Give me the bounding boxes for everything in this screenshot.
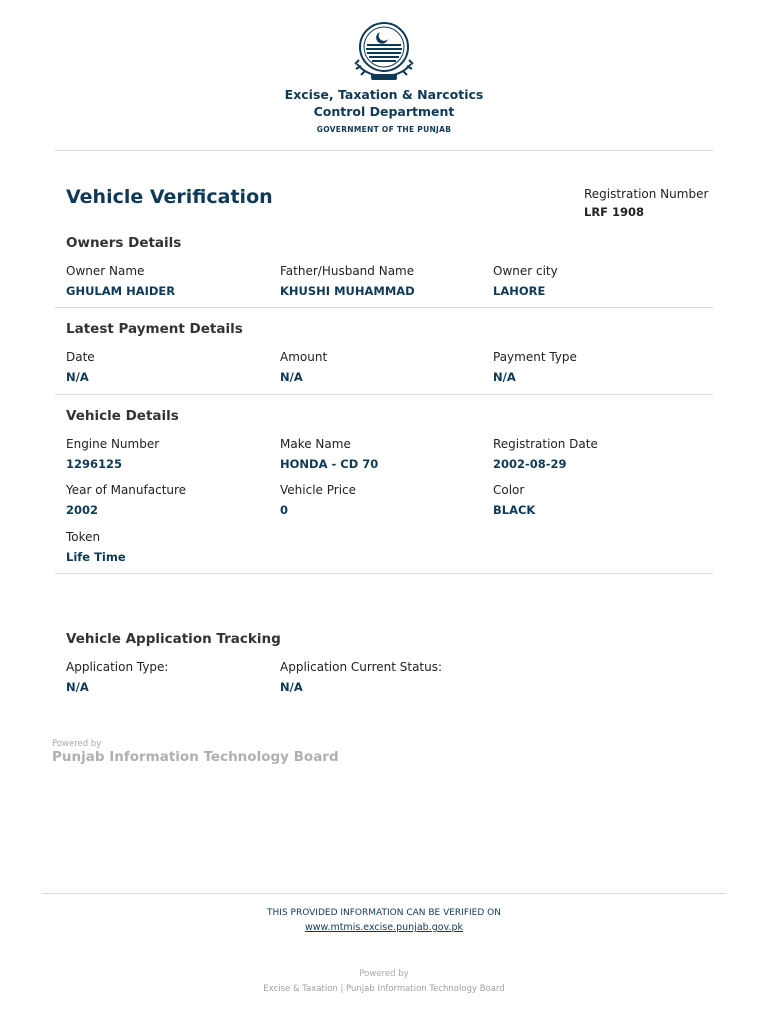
owners-details-heading: Owners Details — [66, 235, 182, 251]
registration-date-value: 2002-08-29 — [493, 457, 567, 471]
engine-number-value: 1296125 — [66, 457, 123, 471]
registration-date-label: Registration Date — [493, 437, 598, 451]
section-divider — [55, 394, 713, 395]
registration-number-label: Registration Number — [584, 187, 709, 201]
payment-date-label: Date — [66, 350, 95, 364]
color-value: BLACK — [493, 503, 536, 517]
vehicle-details-heading: Vehicle Details — [66, 408, 179, 424]
verification-note: THIS PROVIDED INFORMATION CAN BE VERIFIED ON — [267, 908, 501, 918]
application-type-value: N/A — [66, 680, 89, 694]
powered-by-name: Punjab Information Technology Board — [52, 749, 339, 765]
engine-number-label: Engine Number — [66, 437, 160, 451]
verification-link[interactable]: www.mtmis.excise.punjab.gov.pk — [305, 922, 463, 933]
powered-by-label: Powered by — [52, 739, 102, 749]
year-of-manufacture-value: 2002 — [66, 503, 99, 517]
make-name-label: Make Name — [280, 437, 351, 451]
vehicle-price-value: 0 — [280, 503, 289, 517]
section-divider — [55, 573, 713, 574]
application-type-label: Application Type: — [66, 660, 169, 674]
color-label: Color — [493, 483, 525, 497]
registration-number-value: LRF 1908 — [584, 205, 645, 219]
payment-type-label: Payment Type — [493, 350, 577, 364]
payment-amount-value: N/A — [280, 370, 303, 384]
department-name-line1: Excise, Taxation & Narcotics — [284, 87, 484, 102]
department-name-line2: Control Department — [313, 104, 455, 119]
owner-name-value: GHULAM HAIDER — [66, 284, 176, 298]
year-of-manufacture-label: Year of Manufacture — [66, 483, 187, 497]
father-husband-name-label: Father/Husband Name — [280, 264, 415, 278]
token-value: Life Time — [66, 550, 126, 564]
footer-powered-by-label: Powered by — [359, 969, 409, 979]
footer-divider — [42, 893, 726, 894]
punjab-government-emblem-icon — [349, 20, 419, 82]
owner-name-label: Owner Name — [66, 264, 145, 278]
page-title: Vehicle Verification — [66, 186, 273, 208]
footer-powered-by-name: Excise & Taxation | Punjab Information Technology Board — [263, 984, 505, 994]
payment-details-heading: Latest Payment Details — [66, 321, 243, 337]
make-name-value: HONDA - CD 70 — [280, 457, 379, 471]
vehicle-price-label: Vehicle Price — [280, 483, 357, 497]
father-husband-name-value: KHUSHI MUHAMMAD — [280, 284, 415, 298]
application-tracking-heading: Vehicle Application Tracking — [66, 631, 281, 647]
application-status-label: Application Current Status: — [280, 660, 443, 674]
token-label: Token — [66, 530, 101, 544]
payment-amount-label: Amount — [280, 350, 328, 364]
owner-city-label: Owner city — [493, 264, 558, 278]
owner-city-value: LAHORE — [493, 284, 546, 298]
application-status-value: N/A — [280, 680, 303, 694]
government-label: GOVERNMENT OF THE PUNJAB — [316, 125, 452, 134]
payment-date-value: N/A — [66, 370, 89, 384]
payment-type-value: N/A — [493, 370, 516, 384]
header-divider — [55, 150, 713, 151]
section-divider — [55, 307, 713, 308]
